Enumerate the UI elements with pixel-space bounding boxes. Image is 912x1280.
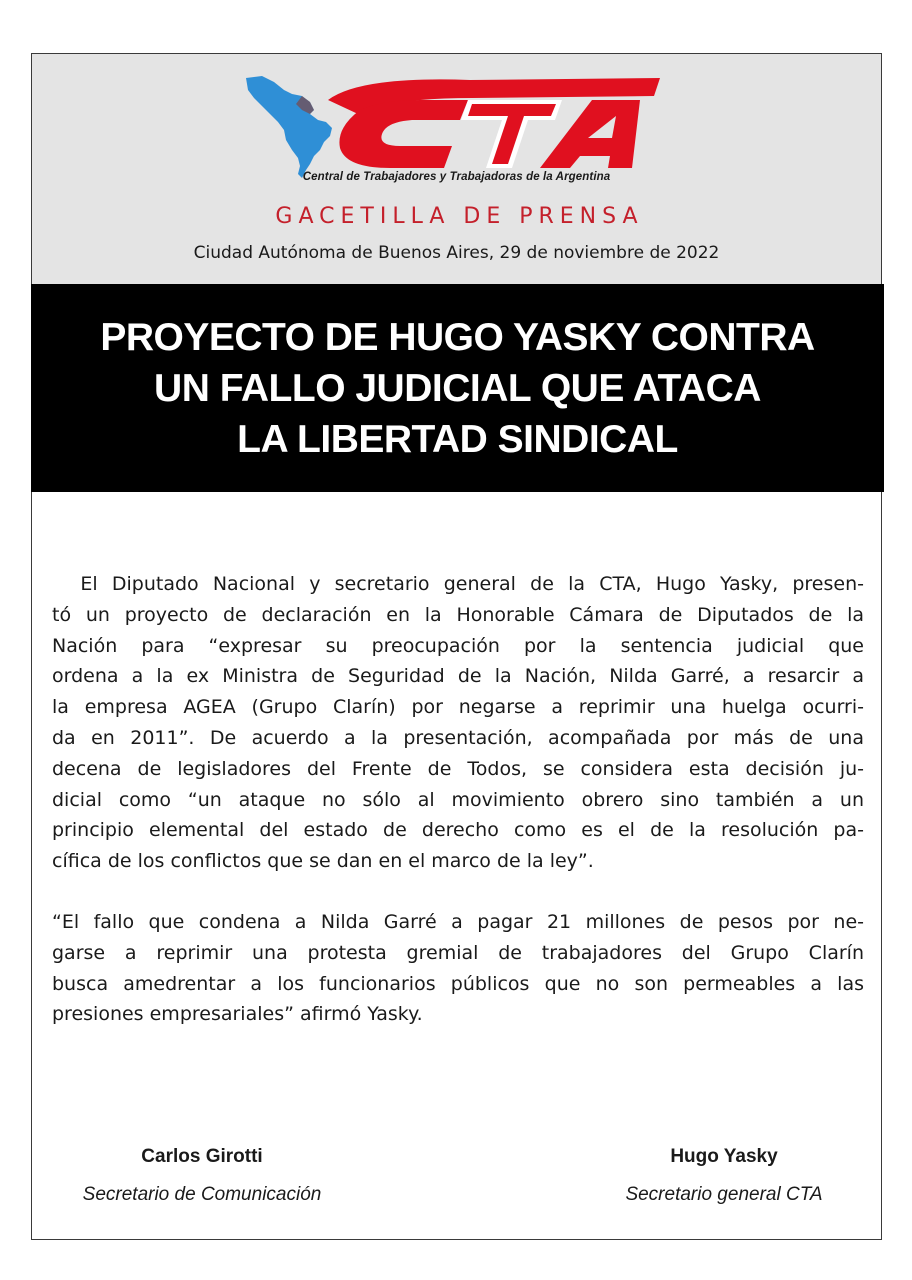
signatory-role: Secretario general CTA xyxy=(625,1184,823,1205)
signatory-name: Carlos Girotti xyxy=(141,1146,263,1167)
text-line: dicial como “un ataque no sólo al movimiento obrero sino también a un xyxy=(52,788,864,811)
text-line: presiones empresariales” afirmó Yasky. xyxy=(52,1003,423,1026)
press-release-page xyxy=(31,53,882,1240)
text-line: cífica de los conflictos que se dan en el marco de la ley”. xyxy=(52,850,594,873)
text-line: tó un proyecto de declaración en la Honorable Cámara de Diputados de la xyxy=(52,603,864,626)
signature-left xyxy=(62,1146,342,1206)
text-line: decena de legisladores del Frente de Todos, se considera esta decisión ju- xyxy=(52,757,864,780)
logo-subtitle: Central de Trabajadores y Trabajadoras de la Argentina xyxy=(302,171,611,183)
release-date: Ciudad Autónoma de Buenos Aires, 29 de noviembre de 2022 xyxy=(193,243,720,263)
text-line: busca amedrentar a los funcionarios públicos que no son permeables a las xyxy=(52,972,864,995)
signature-right xyxy=(595,1146,853,1206)
text-line: la empresa AGEA (Grupo Clarín) por negarse a reprimir una huelga ocurri- xyxy=(52,696,864,719)
headline-banner xyxy=(31,284,884,492)
paragraph-2 xyxy=(52,907,864,1030)
text-line: ordena a la ex Ministra de Seguridad de la Nación, Nilda Garré, a resarcir a xyxy=(52,665,864,688)
cta-logo xyxy=(240,70,670,182)
text-line: “El fallo que condena a Nilda Garré a pagar 21 millones de pesos por ne- xyxy=(52,910,864,933)
signatory-role: Secretario de Comunicación xyxy=(82,1184,322,1205)
text-line: da en 2011”. De acuerdo a la presentación, acompañada por más de una xyxy=(52,726,864,749)
paragraph-1 xyxy=(52,569,864,877)
header xyxy=(32,54,881,284)
text-line: Nación para “expresar su preocupación por la sentencia judicial que xyxy=(52,634,864,657)
text-line: garse a reprimir una protesta gremial de trabajadores del Grupo Clarín xyxy=(52,941,864,964)
headline-line: LA LIBERTAD SINDICAL xyxy=(237,417,678,461)
headline-line: UN FALLO JUDICIAL QUE ATACA xyxy=(154,366,761,410)
body-text xyxy=(52,569,864,1030)
headline-line: PROYECTO DE HUGO YASKY CONTRA xyxy=(100,315,815,359)
signatory-name: Hugo Yasky xyxy=(670,1146,778,1167)
press-release-label: GACETILLA DE PRENSA xyxy=(275,204,644,229)
latin-america-map-icon xyxy=(246,76,332,178)
text-line: El Diputado Nacional y secretario general de la CTA, Hugo Yasky, presen- xyxy=(52,573,864,595)
text-line: principio elemental del estado de derecho como es el de la resolución pa- xyxy=(52,819,864,842)
